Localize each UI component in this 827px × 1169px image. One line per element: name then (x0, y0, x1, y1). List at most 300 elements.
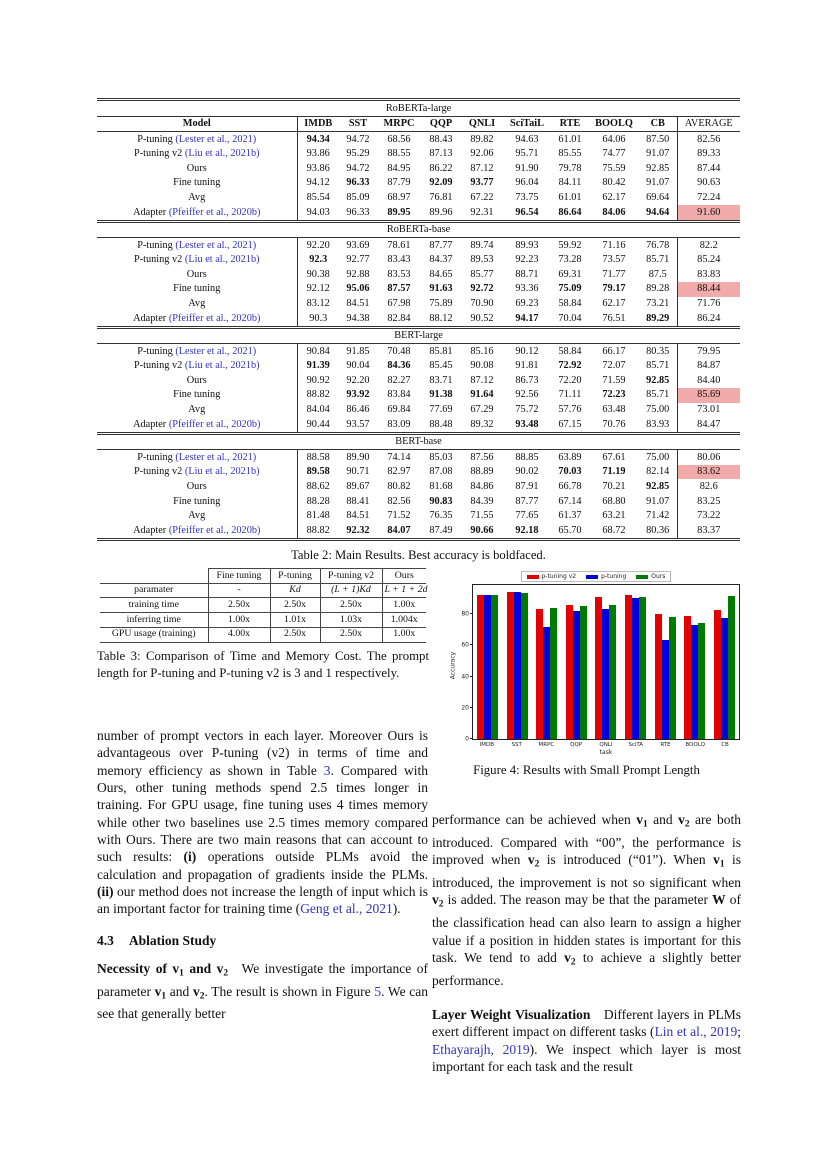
row-label: paramater (100, 583, 208, 598)
score-cell: 89.58 (306, 466, 330, 478)
score-cell: 79.17 (602, 283, 626, 295)
y-tick-label: 20 (461, 704, 469, 712)
model-group-label: BERT-base (97, 433, 740, 450)
average-cell: 82.6 (677, 479, 740, 494)
score-cell: 93.57 (346, 418, 370, 430)
bar-group (684, 585, 705, 739)
score-cell: 91.38 (429, 389, 453, 401)
score-cell: 87.50 (646, 133, 670, 145)
table-row (97, 403, 740, 418)
score-cell: 91.07 (646, 177, 670, 189)
score-cell: 72.92 (558, 360, 582, 372)
score-cell: 88.85 (515, 451, 539, 463)
score-cell: 85.71 (646, 389, 670, 401)
score-cell: 83.12 (306, 298, 330, 310)
citation-link[interactable]: Lin et al., 2019 (654, 1024, 738, 1040)
score-cell: 66.78 (558, 480, 582, 492)
column-header-row (97, 116, 740, 132)
score-cell: 84.65 (429, 268, 453, 280)
score-cell: 94.34 (306, 133, 330, 145)
score-cell: 86.22 (429, 162, 453, 174)
average-cell: 90.63 (677, 176, 740, 191)
table3-caption: Table 3: Comparison of Time and Memory Cost. The prompt length for P-tuning and P-tuning v2 is 3 and 1 respectively. (97, 649, 429, 681)
model-name-cell: Avg (97, 403, 297, 418)
value-cell: 2.50x (320, 627, 382, 642)
citation-link[interactable]: (Liu et al., 2021b) (184, 466, 260, 478)
score-cell: 75.00 (646, 404, 670, 416)
score-cell: 89.74 (470, 239, 494, 251)
citation-link[interactable]: (Lester et al., 2021) (175, 133, 257, 145)
score-cell: 96.54 (515, 206, 539, 218)
score-cell: 91.81 (515, 360, 539, 372)
main-results-table (97, 98, 740, 541)
bar-group (714, 585, 735, 739)
citation-link[interactable]: (Lester et al., 2021) (175, 345, 257, 357)
column-header: MRPC (377, 116, 421, 132)
score-cell: 93.36 (515, 283, 539, 295)
paragraph-necessity: Necessity of v1 and v2 We investigate the importance of parameter v1 and v2. The result is shown in Figure 5. We can see that generally better (97, 960, 428, 1022)
score-cell: 88.12 (429, 312, 453, 324)
score-cell: 89.28 (646, 283, 670, 295)
score-cell: 88.55 (387, 148, 411, 160)
score-cell: 67.22 (470, 191, 494, 203)
score-cell: 87.91 (515, 480, 539, 492)
average-cell: 85.24 (677, 253, 740, 268)
model-name-cell: Ours (97, 373, 297, 388)
score-cell: 91.85 (346, 345, 370, 357)
score-cell: 83.84 (387, 389, 411, 401)
score-cell: 96.33 (346, 206, 370, 218)
legend-label: p-tuning v2 (541, 573, 577, 580)
bar (573, 611, 580, 739)
model-name-cell: P-tuning v2 (Liu et al., 2021b) (97, 359, 297, 374)
table-row (100, 613, 426, 628)
table-row (97, 190, 740, 205)
score-cell: 63.48 (602, 404, 626, 416)
bar (477, 595, 484, 739)
score-cell: 86.73 (515, 374, 539, 386)
score-cell: 91.39 (306, 360, 330, 372)
value-cell: 2.50x (208, 598, 270, 613)
score-cell: 71.16 (602, 239, 626, 251)
average-cell: 73.22 (677, 509, 740, 524)
score-cell: 85.81 (429, 345, 453, 357)
model-group-header (97, 433, 740, 450)
bar-group (536, 585, 557, 739)
table-row (97, 311, 740, 327)
value-cell: 1.01x (270, 613, 320, 628)
score-cell: 95.71 (515, 148, 539, 160)
score-cell: 67.98 (387, 298, 411, 310)
score-cell: 90.44 (306, 418, 330, 430)
score-cell: 89.67 (346, 480, 370, 492)
paragraph-time-memory: number of prompt vectors in each layer. Moreover Ours is advantageous over P-tuning (v2) in terms of time and memory efficiency as shown in Table 3. Compared with Ours, other tuning methods spend 2.5 times longer in training. For GPU usage, fine tuning uses 4 times memory while other two baselines use 2.5 times memory compared with Ours. There are two main reasons that can account to such results: (i) operations outside PLMs avoid the calculation and propagation of gradients inside the PLMs. (ii) our method does not increase the length of input which is an important factor for training time (Geng et al., 2021). (97, 728, 429, 917)
score-cell: 85.71 (646, 360, 670, 372)
score-cell: 90.02 (515, 466, 539, 478)
score-cell: 69.84 (387, 404, 411, 416)
table-row (97, 509, 740, 524)
x-tick-label: MRPC (538, 742, 555, 748)
bar-group (595, 585, 616, 739)
bar-group (507, 585, 528, 739)
average-cell: 80.06 (677, 450, 740, 465)
table-row (100, 598, 426, 613)
score-cell: 85.77 (470, 268, 494, 280)
value-cell: 4.00x (208, 627, 270, 642)
model-name-cell: Fine tuning (97, 176, 297, 191)
score-cell: 88.89 (470, 466, 494, 478)
citation-link[interactable]: (Lester et al., 2021) (175, 451, 257, 463)
score-cell: 75.59 (602, 162, 626, 174)
score-cell: 84.86 (470, 480, 494, 492)
score-cell: 76.35 (429, 510, 453, 522)
score-cell: 67.61 (602, 451, 626, 463)
model-name-cell: Adapter (Pfeiffer et al., 2020b) (97, 523, 297, 539)
left-column (97, 727, 428, 1023)
cost-table (100, 568, 426, 643)
main-results-table-block (97, 98, 740, 563)
legend-item (527, 573, 577, 580)
score-cell: 87.49 (429, 524, 453, 536)
model-name-cell: Ours (97, 161, 297, 176)
score-cell: 92.56 (515, 389, 539, 401)
value-cell: 2.50x (270, 598, 320, 613)
score-cell: 72.23 (602, 389, 626, 401)
column-header: BOOLQ (589, 116, 639, 132)
table-row (97, 297, 740, 312)
score-cell: 84.37 (429, 254, 453, 266)
score-cell: 83.71 (429, 374, 453, 386)
section-number: 4.3 (97, 932, 114, 948)
score-cell: 92.06 (470, 148, 494, 160)
model-group-label: RoBERTa-large (97, 100, 740, 117)
model-name-cell: Ours (97, 479, 297, 494)
citation-link[interactable]: (Pfeiffer et al., 2020b) (168, 206, 261, 218)
bar (580, 606, 587, 739)
y-tick-label: 40 (461, 673, 469, 681)
score-cell: 63.89 (558, 451, 582, 463)
score-cell: 93.77 (470, 177, 494, 189)
score-cell: 94.72 (346, 133, 370, 145)
score-cell: 71.59 (602, 374, 626, 386)
citation-link[interactable]: 3 (323, 762, 331, 778)
score-cell: 61.01 (558, 191, 582, 203)
score-cell: 77.65 (515, 510, 539, 522)
score-cell: 84.51 (346, 298, 370, 310)
table-row (97, 176, 740, 191)
score-cell: 61.01 (558, 133, 582, 145)
score-cell: 88.28 (306, 495, 330, 507)
x-tick-label: IMDB (479, 742, 495, 748)
score-cell: 67.14 (558, 495, 582, 507)
score-cell: 93.86 (306, 148, 330, 160)
score-cell: 57.76 (558, 404, 582, 416)
section-title: Ablation Study (128, 932, 217, 948)
score-cell: 94.64 (646, 206, 670, 218)
model-name-cell: Avg (97, 190, 297, 205)
score-cell: 94.17 (515, 312, 539, 324)
score-cell: 76.51 (602, 312, 626, 324)
average-cell: 88.44 (677, 282, 740, 297)
average-cell: 84.87 (677, 359, 740, 374)
score-cell: 92.72 (470, 283, 494, 295)
model-group-header (97, 221, 740, 238)
score-cell: 90.04 (346, 360, 370, 372)
citation-link[interactable]: (Pfeiffer et al., 2020b) (168, 524, 261, 536)
x-tick-label: CB (721, 742, 729, 748)
citation-link[interactable]: (Lester et al., 2021) (175, 239, 257, 251)
bar (639, 597, 646, 739)
model-name-cell: Adapter (Pfeiffer et al., 2020b) (97, 417, 297, 433)
score-cell: 85.03 (429, 451, 453, 463)
figure4-chart (450, 571, 742, 756)
citation-link[interactable]: (Liu et al., 2021b) (184, 254, 260, 266)
score-cell: 71.55 (470, 510, 494, 522)
score-cell: 89.93 (515, 239, 539, 251)
score-cell: 90.12 (515, 345, 539, 357)
score-cell: 93.69 (346, 239, 370, 251)
x-tick-label: SST (511, 742, 522, 748)
citation-link[interactable]: (Liu et al., 2021b) (184, 360, 260, 372)
legend-swatch (586, 575, 598, 579)
column-header: QNLI (461, 116, 503, 132)
average-cell: 79.95 (677, 344, 740, 359)
value-cell: (L + 1)Kd (320, 583, 382, 598)
score-cell: 89.96 (429, 206, 453, 218)
score-cell: 90.83 (429, 495, 453, 507)
score-cell: 92.31 (470, 206, 494, 218)
table-row (97, 147, 740, 162)
score-cell: 87.57 (387, 283, 411, 295)
score-cell: 67.29 (470, 404, 494, 416)
model-name-cell: P-tuning (Lester et al., 2021) (97, 132, 297, 147)
score-cell: 96.04 (515, 177, 539, 189)
score-cell: 90.52 (470, 312, 494, 324)
score-cell: 88.41 (346, 495, 370, 507)
score-cell: 58.84 (558, 298, 582, 310)
score-cell: 74.77 (602, 148, 626, 160)
score-cell: 85.71 (646, 254, 670, 266)
score-cell: 92.23 (515, 254, 539, 266)
model-group-header (97, 100, 740, 117)
score-cell: 85.55 (558, 148, 582, 160)
row-label: training time (100, 598, 208, 613)
score-cell: 89.53 (470, 254, 494, 266)
score-cell: 71.11 (558, 389, 582, 401)
average-cell: 91.60 (677, 205, 740, 221)
bar-group (625, 585, 646, 739)
value-cell: 2.50x (270, 627, 320, 642)
score-cell: 92.88 (346, 268, 370, 280)
value-cell: 1.00x (208, 613, 270, 628)
score-cell: 91.90 (515, 162, 539, 174)
bar (484, 595, 491, 739)
score-cell: 75.09 (558, 283, 582, 295)
bar (684, 616, 691, 739)
score-cell: 90.38 (306, 268, 330, 280)
score-cell: 92.09 (429, 177, 453, 189)
model-name-cell: P-tuning (Lester et al., 2021) (97, 450, 297, 465)
bar (609, 605, 616, 739)
score-cell: 85.16 (470, 345, 494, 357)
score-cell: 87.12 (470, 374, 494, 386)
table-row (97, 205, 740, 221)
bar-group (655, 585, 676, 739)
score-cell: 89.29 (646, 312, 670, 324)
bar (655, 614, 662, 739)
score-cell: 90.71 (346, 466, 370, 478)
score-cell: 92.85 (646, 162, 670, 174)
score-cell: 70.04 (558, 312, 582, 324)
figure4-caption: Figure 4: Results with Small Prompt Length (473, 763, 700, 777)
table-row (97, 161, 740, 176)
score-cell: 84.95 (387, 162, 411, 174)
score-cell: 80.35 (646, 345, 670, 357)
legend-item (636, 573, 665, 580)
model-name-cell: P-tuning (Lester et al., 2021) (97, 344, 297, 359)
model-name-cell: P-tuning v2 (Liu et al., 2021b) (97, 465, 297, 480)
model-name-cell: P-tuning (Lester et al., 2021) (97, 238, 297, 253)
table-row (97, 344, 740, 359)
row-label: GPU usage (training) (100, 627, 208, 642)
score-cell: 90.92 (306, 374, 330, 386)
column-header: CB (639, 116, 677, 132)
y-tick-label: 60 (461, 641, 469, 649)
score-cell: 84.07 (387, 524, 411, 536)
score-cell: 88.82 (306, 389, 330, 401)
score-cell: 89.90 (346, 451, 370, 463)
column-header: P-tuning (270, 569, 320, 584)
score-cell: 80.42 (602, 177, 626, 189)
score-cell: 74.14 (387, 451, 411, 463)
score-cell: 87.12 (470, 162, 494, 174)
score-cell: 87.5 (648, 268, 667, 280)
bar (662, 640, 669, 739)
value-cell: Kd (270, 583, 320, 598)
average-cell: 73.01 (677, 403, 740, 418)
bar (491, 595, 498, 739)
table-row (97, 282, 740, 297)
score-cell: 84.11 (558, 177, 582, 189)
score-cell: 92.3 (309, 254, 328, 266)
value-cell: 1.00x (382, 598, 426, 613)
table2-caption: Table 2: Main Results. Best accuracy is boldfaced. (291, 547, 546, 562)
score-cell: 84.06 (602, 206, 626, 218)
chart-legend (521, 571, 672, 582)
score-cell: 64.06 (602, 133, 626, 145)
score-cell: 92.12 (306, 283, 330, 295)
score-cell: 83.09 (387, 418, 411, 430)
model-group-header (97, 327, 740, 344)
citation-link[interactable]: (Pfeiffer et al., 2020b) (168, 418, 261, 430)
bar (521, 593, 528, 739)
score-cell: 80.36 (646, 524, 670, 536)
table-row (97, 450, 740, 465)
column-header: Ours (382, 569, 426, 584)
score-cell: 91.64 (470, 389, 494, 401)
citation-link[interactable]: (Liu et al., 2021b) (184, 148, 260, 160)
score-cell: 62.17 (602, 298, 626, 310)
score-cell: 73.21 (646, 298, 670, 310)
score-cell: 93.86 (306, 162, 330, 174)
bar (602, 609, 609, 739)
score-cell: 88.48 (429, 418, 453, 430)
citation-link[interactable]: (Pfeiffer et al., 2020b) (168, 312, 261, 324)
score-cell: 87.77 (429, 239, 453, 251)
citation-link[interactable]: Ethayarajh, 2019 (432, 1041, 530, 1057)
column-header: SciTaiL (503, 116, 551, 132)
table-row (97, 388, 740, 403)
score-cell: 88.71 (515, 268, 539, 280)
average-cell: 84.47 (677, 417, 740, 433)
score-cell: 80.82 (387, 480, 411, 492)
score-cell: 73.28 (558, 254, 582, 266)
score-cell: 82.97 (387, 466, 411, 478)
score-cell: 76.78 (646, 239, 670, 251)
table-row (97, 253, 740, 268)
average-cell: 82.56 (677, 132, 740, 147)
average-cell: 86.24 (677, 311, 740, 327)
score-cell: 69.31 (558, 268, 582, 280)
average-cell: 87.44 (677, 161, 740, 176)
score-cell: 76.81 (429, 191, 453, 203)
average-cell: 83.37 (677, 523, 740, 539)
table-row (97, 523, 740, 539)
score-cell: 69.23 (515, 298, 539, 310)
citation-link[interactable]: 5 (374, 983, 382, 999)
plot-area (461, 584, 740, 743)
table-row (97, 465, 740, 480)
average-cell: 85.69 (677, 388, 740, 403)
score-cell: 59.92 (558, 239, 582, 251)
score-cell: 72.07 (602, 360, 626, 372)
bar (698, 623, 705, 739)
model-name-cell: Fine tuning (97, 282, 297, 297)
score-cell: 71.77 (602, 268, 626, 280)
score-cell: 70.03 (558, 466, 582, 478)
score-cell: 94.03 (306, 206, 330, 218)
score-cell: 92.77 (346, 254, 370, 266)
bar (514, 592, 521, 739)
score-cell: 75.89 (429, 298, 453, 310)
column-header-row (100, 569, 426, 584)
score-cell: 85.09 (346, 191, 370, 203)
table-row (97, 238, 740, 253)
bar (625, 595, 632, 739)
score-cell: 87.56 (470, 451, 494, 463)
column-header (100, 569, 208, 584)
value-cell: - (208, 583, 270, 598)
score-cell: 67.15 (558, 418, 582, 430)
score-cell: 90.08 (470, 360, 494, 372)
value-cell: L + 1 + 2d (382, 583, 426, 598)
section-heading-ablation (97, 933, 428, 949)
score-cell: 82.56 (387, 495, 411, 507)
model-name-cell: Adapter (Pfeiffer et al., 2020b) (97, 311, 297, 327)
average-cell: 72.24 (677, 190, 740, 205)
score-cell: 85.54 (306, 191, 330, 203)
score-cell: 70.90 (470, 298, 494, 310)
citation-link[interactable]: Geng et al., 2021 (300, 901, 393, 917)
bar-group (566, 585, 587, 739)
right-column (432, 811, 741, 1075)
x-tick-label: QQP (570, 742, 583, 748)
score-cell: 91.63 (429, 283, 453, 295)
cost-table-block (100, 568, 428, 643)
score-cell: 73.57 (602, 254, 626, 266)
x-tick-label: RTE (660, 742, 671, 748)
table-row (100, 583, 426, 598)
